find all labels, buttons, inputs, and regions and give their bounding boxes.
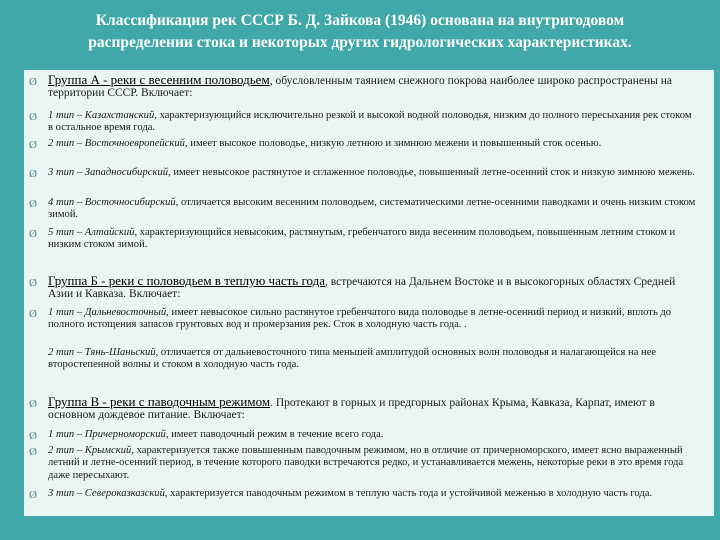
- title-line-2: распределении стока и некоторых других гидрологических характеристиках.: [88, 34, 632, 51]
- arrow-bullet-icon: Ø: [29, 111, 37, 123]
- arrow-bullet-icon: Ø: [29, 430, 37, 442]
- content-panel: [24, 70, 714, 516]
- group-a-text: , обусловленным таянием снежного покрова наиболее широко распространены на территории СССР. Включает:: [48, 75, 673, 100]
- type-text: , характеризуется также повышенным паводочным режимом, но в отличие от причерноморского, имеет ясно выраженный летний и летне-осенний период, в течение которого паводки встречаются редко, и устанавливается межень, некоторые реки в это время года даже пересыхают.: [48, 445, 684, 481]
- type-name: 1 тип – Дальневосточный: [48, 307, 167, 318]
- type-name: 2 тип – Восточноевропейский: [48, 138, 185, 149]
- type-text: , имеет высокое половодье, низкую летнюю и зимнюю межени и повышенный сток осенью.: [184, 138, 602, 149]
- arrow-bullet-icon: Ø: [29, 277, 37, 289]
- type-text: , характеризуется паводочным режимом в теплую часть года и устойчивой меженью в холодную часть года.: [164, 488, 653, 499]
- group-c-type-1: [24, 429, 704, 441]
- group-a-type-2: [24, 138, 704, 150]
- group-c-lead: Группа В - реки с паводочным режимом: [48, 394, 271, 409]
- group-a-type-3: [24, 167, 704, 179]
- group-a-type-5: [24, 227, 704, 252]
- group-a-type-1: [24, 110, 704, 135]
- group-a-type-4: [24, 197, 704, 222]
- type-text: , имеет невысокое растянутое и сглаженное половодье, повышенный летне-осенний сток и низкую зимнюю межень.: [168, 167, 695, 178]
- group-c-text: . Протекают в горных и предгорных районах Крыма, Кавказа, Карпат, имеют в основном дождевое питание. Включает:: [48, 397, 655, 422]
- group-b-text: , встречаются на Дальнем Востоке и в высокогорных областях Средней Азии и Кавказа. Включает:: [48, 276, 676, 301]
- type-text: , характеризующийся исключительно резкой и высокой водной половодья, низким до полного пересыхания рек стоком в остальное время года.: [48, 110, 692, 134]
- group-c-type-3: [24, 488, 704, 500]
- group-c-type-2: [24, 445, 704, 482]
- arrow-bullet-icon: Ø: [29, 198, 37, 210]
- arrow-bullet-icon: Ø: [29, 308, 37, 320]
- group-a-heading: [24, 74, 704, 100]
- arrow-bullet-icon: Ø: [29, 446, 37, 458]
- type-text: , отличается высоким весенним половодьем, систематическими летне-осенними паводками и очень низким стоком зимой.: [48, 197, 696, 221]
- arrow-bullet-icon: Ø: [29, 228, 37, 240]
- type-name: 1 тип – Казахстанский: [48, 110, 155, 121]
- group-b-heading: [24, 275, 704, 301]
- type-name: 2 тип – Крымский: [48, 445, 132, 456]
- arrow-bullet-icon: Ø: [29, 398, 37, 410]
- type-name: 3 тип – Западносибирский: [48, 167, 169, 178]
- arrow-bullet-icon: Ø: [29, 139, 37, 151]
- group-b-type-2: [24, 347, 704, 372]
- type-text: , имеет паводочный режим в течение всего года.: [165, 429, 384, 440]
- group-b-type-1: [24, 307, 704, 332]
- group-b-lead: Группа Б - реки с половодьем в теплую часть года: [48, 273, 326, 288]
- type-name: 3 тип – Североказказский: [48, 488, 165, 499]
- type-name: 2 тип – Тянь-Шаньский: [48, 347, 156, 358]
- group-c-heading: [24, 396, 704, 422]
- arrow-bullet-icon: Ø: [29, 489, 37, 501]
- title-line-1: Классификация рек СССР Б. Д. Зайкова (1946) основана на внутригодовом: [95, 12, 625, 29]
- type-text: , отличается от дальневосточного типа меньшей амплитудой основных волн половодья и налагающейся на нее второстепенной волны и стоком в холодную часть года.: [48, 347, 657, 371]
- type-text: , имеет невысокое сильно растянутое гребенчатого вида половодье в летне-осенний период и низкий, вплоть до полного истощения запасов грунтовых вод и промерзания рек. Сток в холодную часть года. .: [48, 307, 672, 331]
- group-a-lead: Группа А - реки с весенним половодьем: [48, 72, 270, 87]
- arrow-bullet-icon: Ø: [29, 168, 37, 180]
- type-name: 5 тип – Алтайский: [48, 227, 135, 238]
- type-text: , характеризующийся невысоким, растянутым, гребенчатого вида весенним половодьем, повышенным летним стоком и низким стоком зимой.: [48, 227, 676, 251]
- type-name: 1 тип – Причерноморский: [48, 429, 166, 440]
- slide-title: [0, 10, 720, 54]
- type-name: 4 тип – Восточносибирский: [48, 197, 176, 208]
- arrow-bullet-icon: Ø: [29, 76, 37, 88]
